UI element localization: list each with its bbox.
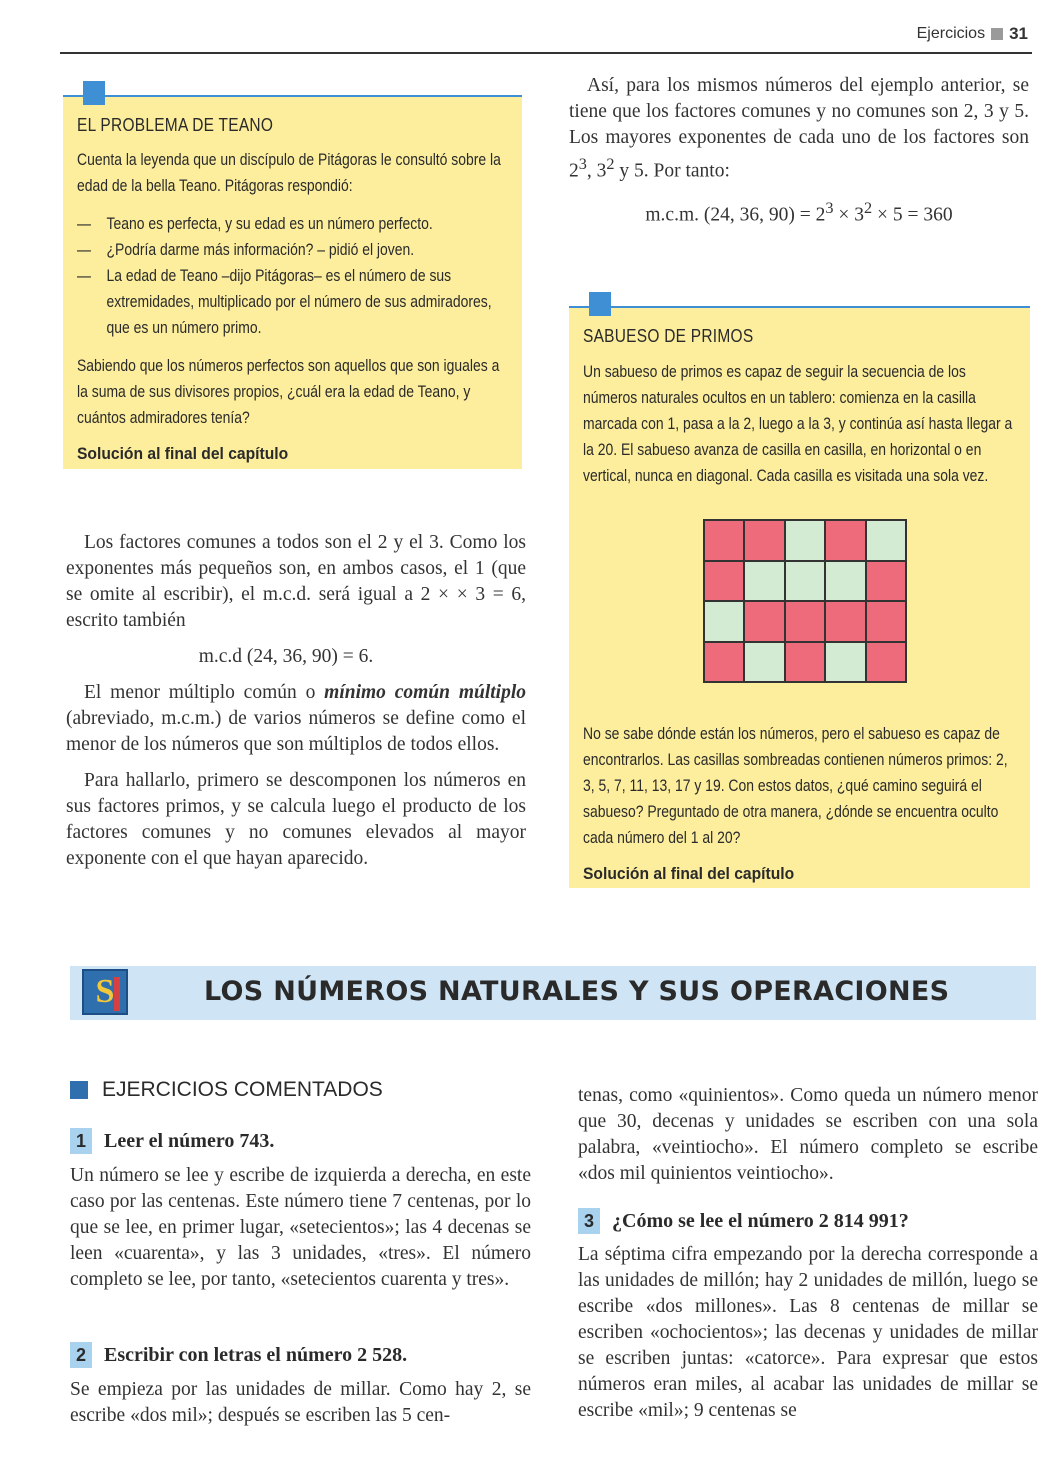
board-cell <box>866 520 906 561</box>
exercises-heading <box>70 1078 383 1102</box>
box-intro: Cuenta la leyenda que un discípulo de Pitágoras le consultó sobre la edad de la bella Teano. Pitágoras respondió: <box>77 150 501 195</box>
exercise-number: 3 <box>578 1208 600 1234</box>
blue-square-icon <box>83 81 105 105</box>
text-run: (abreviado, m.c.m.) de varios números se define como el menor de los números que son múltiplos de todos ellos. <box>66 708 526 755</box>
defined-term: mínimo común múltiplo <box>324 682 527 703</box>
exercise-3-title <box>578 1208 909 1234</box>
paragraph: La séptima cifra empezando por la derecha corresponde a las unidades de millón; hay 2 unidades de millón, luego se escribe «dos millones». Las 8 centenas de millar se escriben «ochocientos»; las decenas y unidades de millar se escriben juntas: «catorce». Para expresar que estos números eran miles, al acabar las unidades de millar se escribe «mil»; 9 centenas se <box>578 1244 1038 1421</box>
board-cell <box>785 561 825 602</box>
board-cell <box>825 642 865 683</box>
text-run: × 5 = 360 <box>872 204 953 225</box>
box-rule <box>569 306 1030 308</box>
solution-note: Solución al final del capítulo <box>77 444 289 463</box>
dialogue-line: — ¿Podría darme más información? – pidió el joven. <box>77 237 512 263</box>
logo-letter: S <box>95 973 115 1010</box>
board-cell <box>744 561 784 602</box>
exercise-2-text <box>70 1377 531 1439</box>
heading-label: EJERCICIOS COMENTADOS <box>102 1078 383 1101</box>
teano-box <box>63 95 522 469</box>
text-run: y 5. Por tanto: <box>614 160 730 182</box>
prime-cell <box>866 601 906 642</box>
dialogue-line: — Teano es perfecta, y su edad es un número perfecto. <box>77 211 512 237</box>
dialogue-line: — La edad de Teano –dijo Pitágoras– es el número de sus extremidades, multiplicado por el número de sus admiradores, que es un número primo. <box>77 263 512 341</box>
board-cell <box>704 601 744 642</box>
exercise-2-continuation <box>578 1083 1038 1197</box>
section-title: LOS NÚMEROS NATURALES Y SUS OPERACIONES <box>204 976 950 1007</box>
prime-cell <box>744 601 784 642</box>
mcm-formula <box>569 195 1029 229</box>
prime-cell <box>704 642 744 683</box>
text-run: Así, para los mismos números del ejemplo anterior, se tiene que los factores comunes y no comunes son 2, 3 y 5. Los mayores exponentes de cada uno de los factores son 2 <box>569 75 1029 182</box>
box-question: No se sabe dónde están los números, pero el sabueso es capaz de encontrarlos. Las casillas sombreadas contienen números primos: 2, 3, 5, 7, 11, 13, 17 y 19. Con estos datos, ¿qué camino seguirá el sabueso? Preguntado de otra manera, ¿dónde se encuentra oculto cada número del 1 al 20? <box>583 724 1008 847</box>
blue-square-icon <box>589 292 611 316</box>
prime-cell <box>866 642 906 683</box>
exponent: 3 <box>578 155 587 173</box>
prime-cell <box>866 561 906 602</box>
mcd-formula: m.c.d (24, 36, 90) = 6. <box>198 646 374 667</box>
text-run: El menor múltiplo común o <box>84 682 325 703</box>
prime-cell <box>785 642 825 683</box>
prime-cell <box>785 601 825 642</box>
box-question: Sabiendo que los números perfectos son aquellos que son iguales a la suma de sus divisores propios, ¿cuál era la edad de Teano, y cuántos admiradores tenía? <box>77 356 500 427</box>
dialogue-list <box>77 211 512 341</box>
box-intro: Un sabueso de primos es capaz de seguir la secuencia de los números naturales ocultos en un tablero: comienza en la casilla marcada con 1, pasa a la 2, luego a la 3, y continúa así hasta llegar a la 20. El sabueso avanza de casilla en casilla, en horizontal o en vertical, nunca en diagonal. Cada casilla es visitada una sola vez. <box>583 362 1013 485</box>
exponent: 2 <box>606 155 615 173</box>
box-title: EL PROBLEMA DE TEANO <box>77 115 274 135</box>
paragraph <box>66 680 526 758</box>
paragraph: Un número se lee y escribe de izquierda a derecha, en este caso por las centenas. Este número tiene 7 centenas, por lo que se lee, en primer lugar, «setecientos»; las 4 decenas se leen «cuarenta», y las 3 unidades, «tres». El número completo se lee, por tanto, «setecientos cuarenta y tres». <box>70 1165 531 1290</box>
pencil-icon <box>114 977 120 1011</box>
box-rule <box>63 95 522 97</box>
exercise-title: Leer el número 743. <box>104 1129 275 1152</box>
text-run: × 3 <box>833 204 864 225</box>
board-cell <box>744 642 784 683</box>
prime-cell <box>704 561 744 602</box>
left-column-text <box>66 530 526 882</box>
exponent: 3 <box>825 198 834 217</box>
paragraph: Los factores comunes a todos son el 2 y el 3. Como los exponentes más pequeños son, en ambos casos, el 1 (que se omite al escribir), el m.c.d. será igual a 2 × × 3 = 6, escrito también <box>66 532 526 631</box>
exercise-number: 2 <box>70 1342 92 1368</box>
paragraph: Se empieza por las unidades de millar. Como hay 2, se escribe «dos mil»; después se escriben las 5 cen- <box>70 1379 531 1426</box>
page-number: 31 <box>1009 24 1028 43</box>
exercise-3-text <box>578 1242 1038 1434</box>
prime-cell <box>744 520 784 561</box>
board-cell <box>825 561 865 602</box>
square-icon <box>991 28 1003 40</box>
blue-square-icon <box>70 1081 88 1099</box>
exercise-number: 1 <box>70 1128 92 1154</box>
book-logo-icon <box>82 969 128 1015</box>
running-head <box>917 24 1028 44</box>
board-cell <box>785 520 825 561</box>
prime-cell <box>704 520 744 561</box>
paragraph: tenas, como «quinientos». Como queda un número menor que 30, decenas y unidades se escriben con una sola palabra, «veintiocho». El número completo se escribe «dos mil quinientos veintiocho». <box>578 1085 1038 1184</box>
box-title: SABUESO DE PRIMOS <box>583 326 754 346</box>
exercise-title: Escribir con letras el número 2 528. <box>104 1343 408 1366</box>
page-header <box>60 20 1032 54</box>
text-run: , 3 <box>586 160 607 182</box>
exercise-title: ¿Cómo se lee el número 2 814 991? <box>612 1209 909 1232</box>
paragraph <box>569 73 1029 185</box>
right-column-text <box>569 73 1029 238</box>
exercise-1-text <box>70 1163 531 1303</box>
prime-cell <box>825 520 865 561</box>
paragraph: Para hallarlo, primero se descomponen los números en sus factores primos, y se calcula luego el producto de los factores comunes y no comunes elevados al mayor exponente con el que hayan aparecido. <box>66 770 526 869</box>
running-head-section: Ejercicios <box>916 25 986 42</box>
exercise-1-title <box>70 1128 274 1154</box>
prime-cell <box>825 601 865 642</box>
prime-board <box>703 519 907 683</box>
exponent: 2 <box>863 198 873 217</box>
section-banner <box>70 966 1036 1020</box>
text-run: m.c.m. (24, 36, 90) = 2 <box>645 204 826 225</box>
exercise-2-title <box>70 1342 407 1368</box>
box-body <box>77 147 512 431</box>
solution-note: Solución al final del capítulo <box>583 864 795 883</box>
